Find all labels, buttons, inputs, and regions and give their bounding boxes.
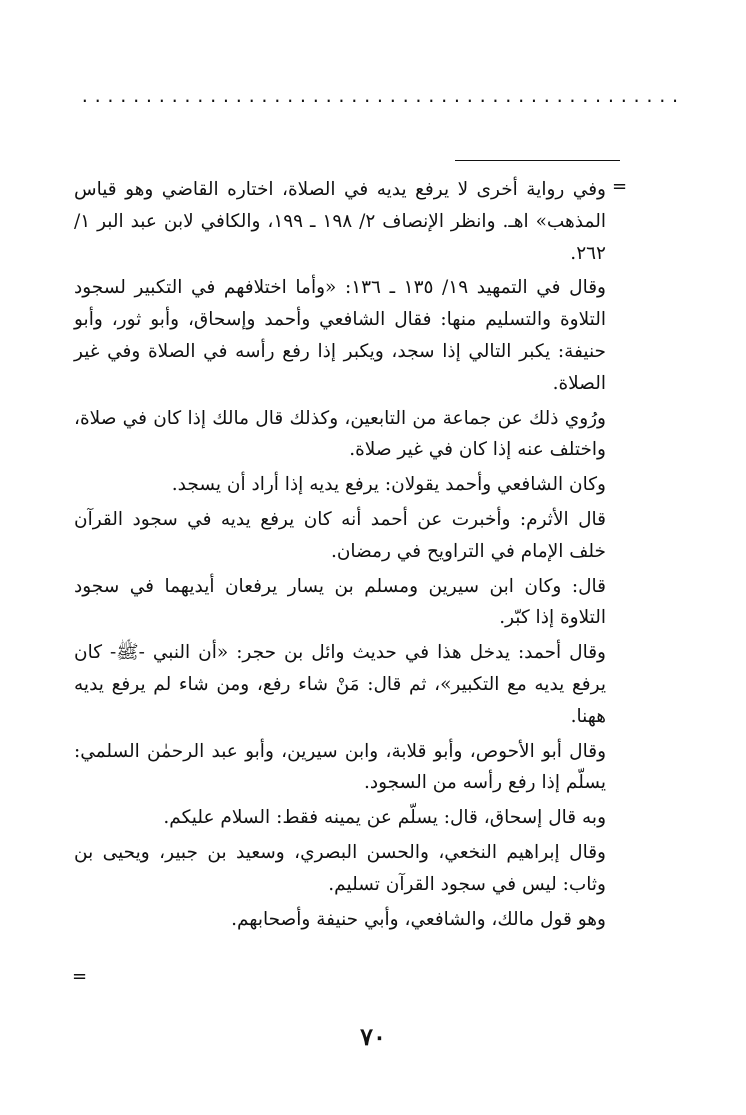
separator-dots: ............................................... xyxy=(80,87,684,106)
paragraph: وقال أبو الأحوص، وأبو قلابة، وابن سيرين، وأبو عبد الرحمٰن السلمي: يسلّم إذا رفع رأسه من السجود. xyxy=(74,740,606,794)
paragraph: وبه قال إسحاق، قال: يسلّم عن يمينه فقط: السلام عليكم. xyxy=(163,807,606,829)
paragraph: وفي رواية أخرى لا يرفع يديه في الصلاة، اختاره القاضي وهو قياس المذهب» اهـ. وانظر الإنصاف ٢/ ١٩٨ ـ ١٩٩، والكافي لابن عبد البر ١/ ٢٦٢. xyxy=(74,179,606,264)
paragraph: قال: وكان ابن سيرين ومسلم بن يسار يرفعان أيديهما في سجود التلاوة إذا كبّر. xyxy=(74,575,606,629)
paragraph: وقال إبراهيم النخعي، والحسن البصري، وسعيد بن جبير، ويحيى بن وثاب: ليس في سجود القرآن تسليم. xyxy=(74,841,606,895)
paragraph: وكان الشافعي وأحمد يقولان: يرفع يديه إذا أراد أن يسجد. xyxy=(171,474,606,496)
paragraph: وقال أحمد: يدخل هذا في حديث وائل بن حجر: «أن النبي -ﷺ- كان يرفع يديه مع التكبير»، ثم قال: مَنْ شاء رفع، ومن شاء لم يرفع يديه ههنا. xyxy=(74,642,606,727)
continuation-marker-bottom: = xyxy=(72,966,88,987)
footnote-text xyxy=(74,174,606,938)
paragraph: وقال في التمهيد ١٩/ ١٣٥ ـ ١٣٦: «وأما اختلافهم في التكبير لسجود التلاوة والتسليم منها: فقال الشافعي وأحمد وإسحاق، وأبو ثور، وأبو حنيفة: يكبر التالي إذا سجد، ويكبر إذا رفع رأسه في الصلاة وفي غير الصلاة. xyxy=(74,277,606,394)
paragraph: قال الأثرم: وأخبرت عن أحمد أنه كان يرفع يديه في سجود القرآن خلف الإمام في التراويح في رمضان. xyxy=(74,508,606,562)
paragraph: ورُوي ذلك عن جماعة من التابعين، وكذلك قال مالك إذا كان في صلاة، واختلف عنه إذا كان في غير صلاة. xyxy=(74,407,606,461)
footnote-rule xyxy=(455,160,620,161)
continuation-marker-top: = xyxy=(612,176,628,197)
paragraph: وهو قول مالك، والشافعي، وأبي حنيفة وأصحابهم. xyxy=(231,908,606,930)
page-number: ٧٠ xyxy=(360,1022,386,1051)
